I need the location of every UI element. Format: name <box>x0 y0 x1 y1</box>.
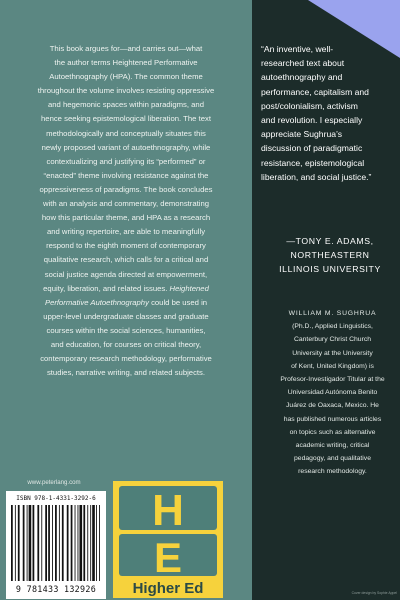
publisher-url: www.peterlang.com <box>27 479 81 486</box>
blurb-text: equity, liberation, and related issues. <box>43 283 168 293</box>
book-title-italic: Performative Autoethnography <box>44 297 149 307</box>
bio-line: has published numerous articles <box>283 415 382 423</box>
blurb-line: oppressiveness of paradigms. The book concludes <box>39 184 213 194</box>
quote-line: post/colonialism, activism <box>261 100 358 111</box>
barcode-bar <box>96 505 97 581</box>
bio-line: academic writing, critical <box>295 442 370 450</box>
blurb-line: upper-level undergraduate classes and graduate <box>43 311 209 321</box>
barcode-bars <box>10 505 102 581</box>
barcode-bar <box>37 505 39 581</box>
barcode-bar <box>75 505 76 581</box>
author-name: WILLIAM M. SUGHRUA <box>288 310 377 317</box>
blurb-line: with an analysis and commentary, demonstrating <box>42 199 210 209</box>
bio-line: Juárez de Oaxaca, Mexico. He <box>286 402 379 410</box>
bio-line: on topics such as alternative <box>289 428 376 436</box>
logo-series-name: Higher Ed <box>132 580 204 597</box>
bio-line: University at the University <box>292 349 373 357</box>
bio-line: research methodology. <box>298 468 367 476</box>
quote-line: appreciate Sughrua’s <box>261 129 343 140</box>
quote-line: liberation, and social justice.” <box>261 171 372 182</box>
barcode-bar <box>11 505 13 581</box>
quote-line: discussion of paradigmatic <box>261 143 363 154</box>
blurb-line: This book argues for—and carries out—what <box>49 44 203 53</box>
barcode-bar <box>78 505 79 581</box>
bio-line: Canterbury Christ Church <box>293 336 372 344</box>
endorsement-quote <box>261 42 394 184</box>
barcode-bar <box>87 505 88 581</box>
endorser-affiliation: NORTHEASTERN <box>290 250 370 260</box>
blurb-line: contextualizing and justifying its “performed” or <box>46 156 206 166</box>
blurb-line: and writing repertoire, are able to meaningfully <box>46 227 206 237</box>
logo-letter-e: E <box>153 534 183 581</box>
blurb-line: throughout the volume involves resisting oppressive <box>37 86 215 96</box>
barcode-bar <box>71 505 73 581</box>
quote-line: and revolution. I especially <box>261 115 363 126</box>
barcode-bar <box>33 505 35 581</box>
blurb-line: respond to the eighth moment of contemporary <box>46 241 206 251</box>
barcode-bar <box>55 505 57 581</box>
barcode-bar <box>62 505 64 581</box>
blurb-line: the author terms Heightened Performative <box>54 58 198 68</box>
barcode-bar <box>67 505 69 581</box>
blurb-line: hence seeking epistemological liberation. The text <box>41 114 211 124</box>
blurb-text: could be used in <box>151 297 208 307</box>
blurb-line: qualitative research, which calls for a critical and <box>43 255 209 265</box>
quote-line: researched text about <box>261 58 345 69</box>
blurb-line: “enacted” theme involving resistance against the <box>43 170 209 180</box>
blurb-line: studies, narrative writing, and related subjects. <box>46 368 206 378</box>
logo-letter-h: H <box>152 486 184 535</box>
barcode-bar <box>90 505 91 581</box>
blurb-line: methodologically and conceptually situates this <box>46 128 206 138</box>
cover-design-credit: Cover design by Sophie Appel <box>351 591 397 595</box>
blurb-line: how this particular theme, and HPA as a research <box>41 213 211 223</box>
bio-line: pedagogy, and qualitative <box>294 455 371 463</box>
barcode-bar <box>92 505 95 581</box>
barcode-bar <box>23 505 25 581</box>
bio-line: (Ph.D., Applied Linguistics, <box>292 323 373 331</box>
blurb-line <box>10 282 242 296</box>
barcode-bar <box>29 505 32 581</box>
quote-line: “An inventive, well- <box>261 44 334 54</box>
blurb-line: and education, for courses on critical theory, <box>50 339 202 349</box>
barcode-bar <box>59 505 60 581</box>
blurb-line: and hegemonic spaces within paradigms, and <box>48 100 204 110</box>
barcode-bar <box>83 505 85 581</box>
bio-line: of Kent, United Kingdom) is <box>291 362 374 370</box>
barcode-digits: 9 781433 132926 <box>15 584 97 594</box>
quote-line: resistance, epistemological <box>261 157 365 168</box>
bio-line: Profesor-Investigador Titular at the <box>280 376 385 384</box>
blurb-line: courses within the social sciences, humanities, <box>46 325 206 335</box>
blurb-line: newly proposed variant of autoethnography, while <box>41 142 211 152</box>
blurb-line: Autoethnography (HPA). The common theme <box>49 72 203 82</box>
barcode-bar <box>79 505 82 581</box>
higher-ed-series-logo <box>113 481 223 598</box>
barcode-bar <box>99 505 100 581</box>
barcode-bar <box>27 505 28 581</box>
bio-line: Universidad Autónoma Benito <box>287 389 378 397</box>
blurb-line: contemporary research methodology, performative <box>40 354 212 364</box>
quote-line: autoethnography and <box>261 72 343 83</box>
barcode-bar <box>45 505 47 581</box>
barcode-bar <box>15 505 16 581</box>
barcode-bar <box>41 505 42 581</box>
endorser-name: —TONY E. ADAMS, <box>286 236 374 246</box>
book-title-italic: Heightened <box>169 283 209 293</box>
quote-line: performance, capitalism and <box>261 86 369 97</box>
author-bio <box>270 307 395 479</box>
isbn-barcode <box>6 491 106 599</box>
book-description <box>10 42 242 380</box>
barcode-bar <box>48 505 50 581</box>
endorsement-attribution <box>266 234 394 276</box>
blurb-line: social justice agenda directed at empowerment, <box>44 269 208 279</box>
blurb-line <box>10 296 242 310</box>
barcode-bar <box>52 505 53 581</box>
barcode-bar <box>18 505 20 581</box>
endorser-affiliation: ILLINOIS UNIVERSITY <box>279 264 381 274</box>
isbn-label: ISBN 978-1-4331-3292-6 <box>16 495 96 502</box>
